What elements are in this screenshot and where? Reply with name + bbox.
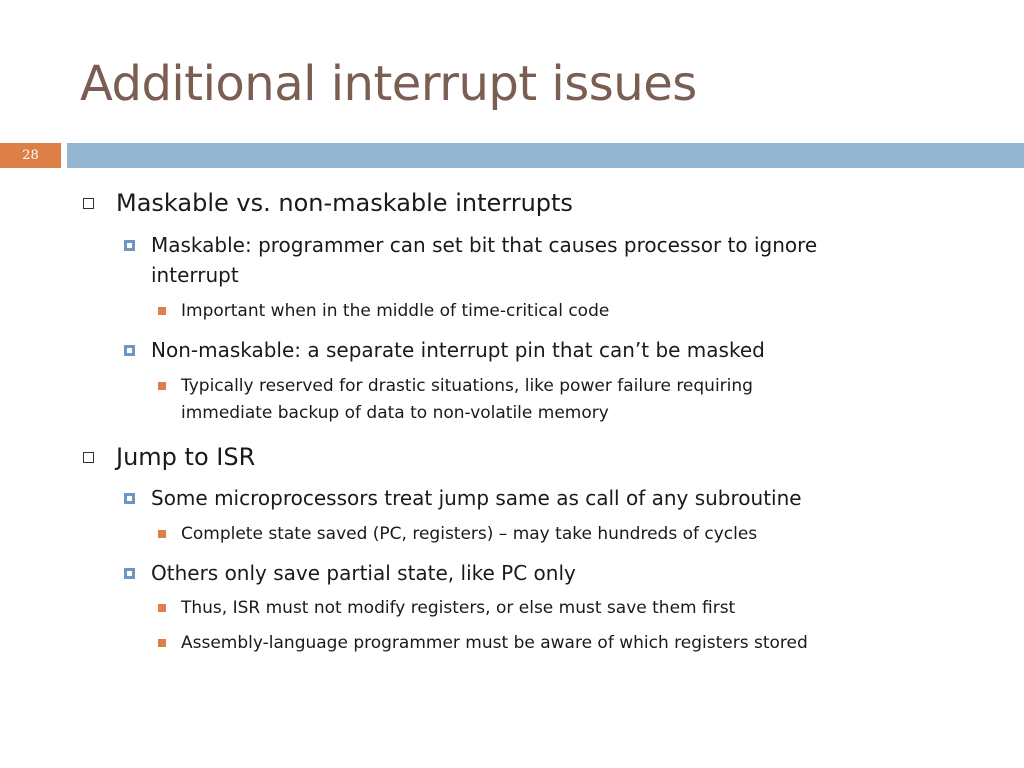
bullet-level2-text-continued: interrupt xyxy=(151,263,239,287)
small-square-bullet-icon xyxy=(158,382,166,390)
square-outline-bullet-icon xyxy=(83,452,94,463)
bullet-level2-text: Maskable: programmer can set bit that causes processor to ignore xyxy=(151,233,818,257)
bullet-level3-text: Assembly-language programmer must be aware of which registers stored xyxy=(181,633,808,653)
square-bullet-icon xyxy=(124,568,135,579)
small-square-bullet-icon xyxy=(158,307,166,315)
bullet-level3-text-continued: immediate backup of data to non-volatile memory xyxy=(181,403,609,423)
square-bullet-icon xyxy=(124,493,135,504)
slide-title: Additional interrupt issues xyxy=(80,56,697,112)
bullet-level3-text: Typically reserved for drastic situations, like power failure requiring xyxy=(181,376,753,396)
small-square-bullet-icon xyxy=(158,530,166,538)
square-bullet-icon xyxy=(124,240,135,251)
bullet-level2-text: Non-maskable: a separate interrupt pin that can’t be masked xyxy=(151,338,765,362)
bullet-level3-text: Thus, ISR must not modify registers, or else must save them first xyxy=(181,598,736,618)
bullet-level2-text: Others only save partial state, like PC only xyxy=(151,561,576,585)
small-square-bullet-icon xyxy=(158,639,166,647)
bullet-level2-text: Some microprocessors treat jump same as call of any subroutine xyxy=(151,486,802,510)
square-bullet-icon xyxy=(124,345,135,356)
square-outline-bullet-icon xyxy=(83,198,94,209)
bullet-level1-text: Jump to ISR xyxy=(116,443,256,471)
slide-number: 28 xyxy=(0,143,61,168)
bullet-level3-text: Complete state saved (PC, registers) – may take hundreds of cycles xyxy=(181,524,758,544)
bullet-level1-text: Maskable vs. non-maskable interrupts xyxy=(116,189,573,217)
bullet-level3-text: Important when in the middle of time-critical code xyxy=(181,301,610,321)
small-square-bullet-icon xyxy=(158,604,166,612)
